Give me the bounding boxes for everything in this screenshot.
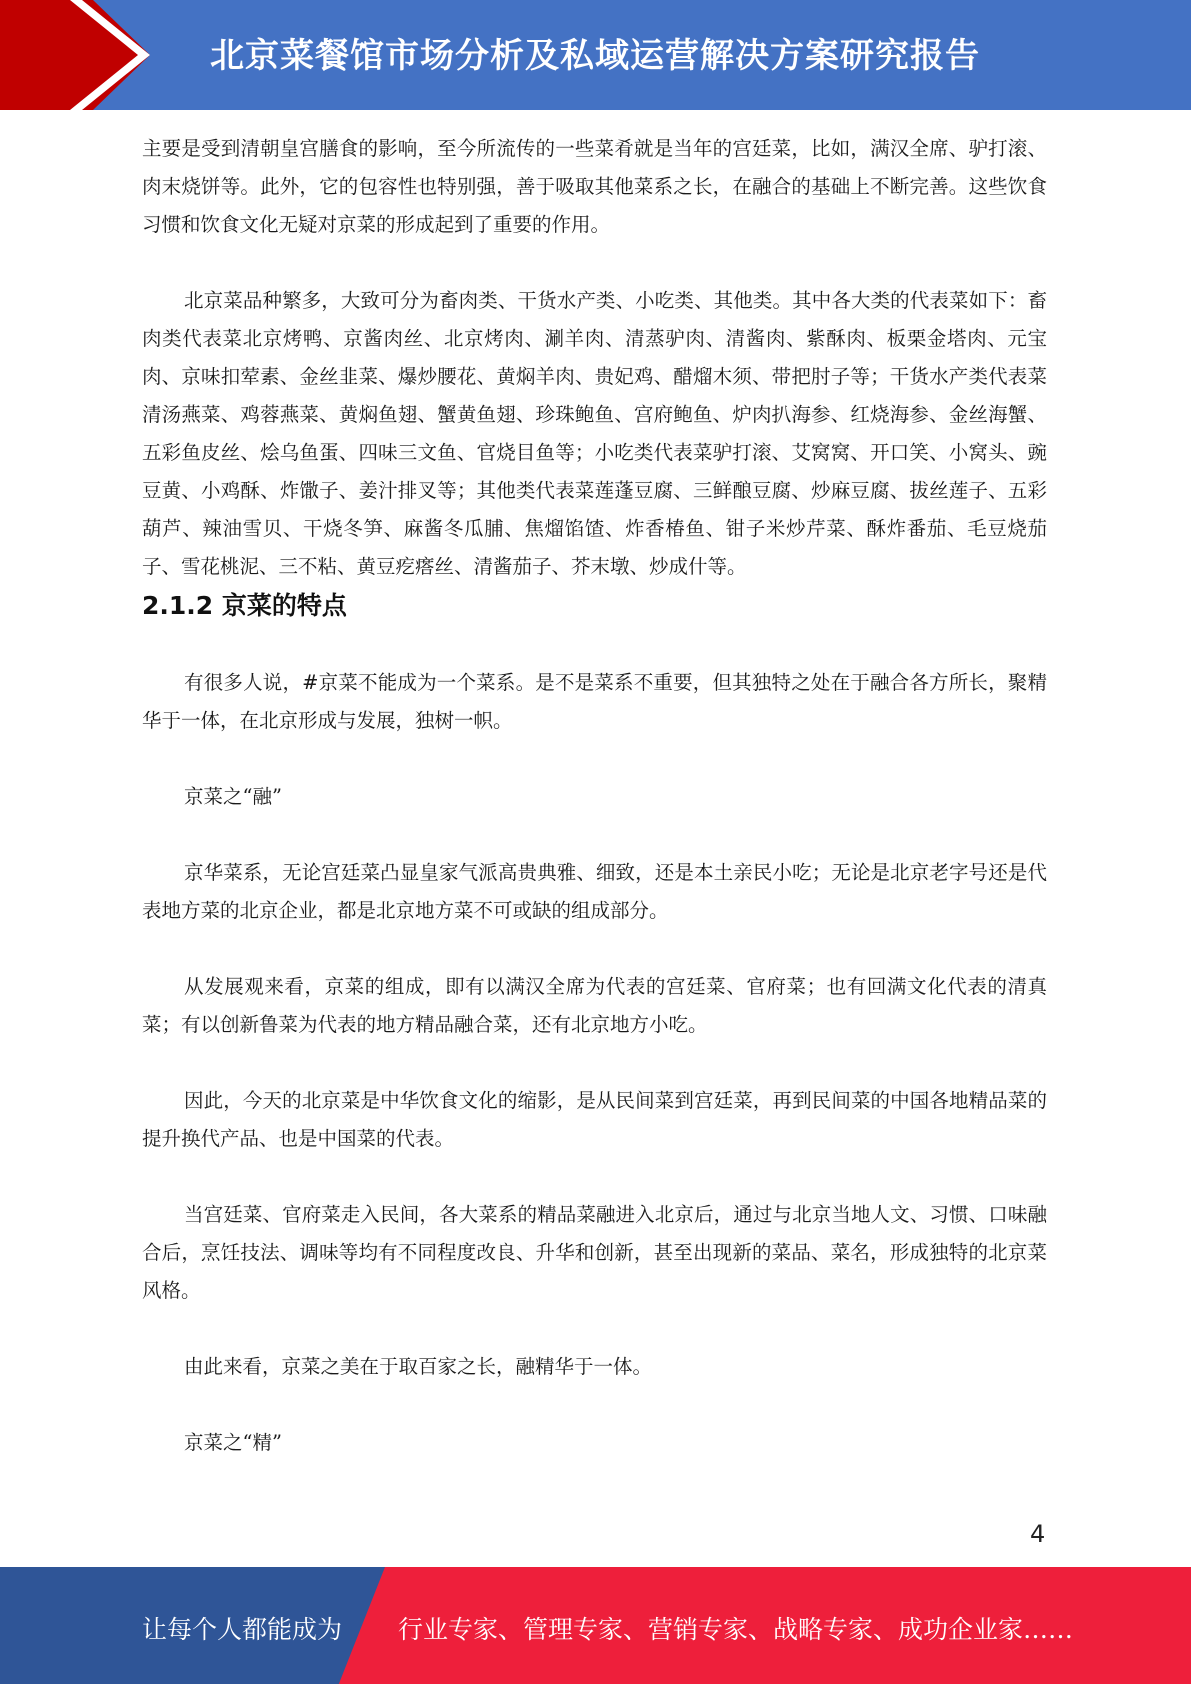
section-heading: 2.1.2 京菜的特点 xyxy=(142,591,347,620)
paragraph-dish-categories: 北京菜品种繁多，大致可分为畜肉类、干货水产类、小吃类、其他类。其中各大类的代表菜如下：畜肉类代表菜北京烤鸭、京酱肉丝、北京烤肉、涮羊肉、清蒸驴肉、清酱肉、紫酥肉、板栗金塔肉、元宝肉、京味扣荤素、金丝韭菜、爆炒腰花、黄焖羊肉、贵妃鸡、醋熘木须、带把肘子等；干货水产类代表菜清汤燕菜、鸡蓉燕菜、黄焖鱼翅、蟹黄鱼翅、珍珠鲍鱼、宫府鲍鱼、炉肉扒海参、红烧海参、金丝海蟹、五彩鱼皮丝、烩乌鱼蛋、四味三文鱼、官烧目鱼等；小吃类代表菜驴打滚、艾窝窝、开口笑、小窝头、豌豆黄、小鸡酥、炸馓子、姜汁排叉等；其他类代表菜莲蓬豆腐、三鲜酿豆腐、炒麻豆腐、拔丝莲子、五彩葫芦、辣油雪贝、干烧冬笋、麻酱冬瓜脯、焦熘馅馇、炸香椿鱼、钳子米炒芹菜、酥炸番茄、毛豆烧茄子、雪花桃泥、三不粘、黄豆疙瘩丝、清酱茄子、芥末墩、炒成什等。 xyxy=(142,289,1047,578)
subheading-jing: 京菜之“精” xyxy=(184,1431,282,1454)
page-number: 4 xyxy=(1030,1520,1046,1548)
footer-slogan-left: 让每个人都能成为 xyxy=(142,1615,343,1644)
paragraph-into-folk: 当宫廷菜、官府菜走入民间，各大菜系的精品菜融进入北京后，通过与北京当地人文、习惯、口味融合后，烹饪技法、调味等均有不同程度改良、升华和创新，甚至出现新的菜品、菜名，形成独特的北京菜风格。 xyxy=(142,1203,1047,1302)
page-header-banner xyxy=(0,0,1191,110)
paragraph-features-intro: 有很多人说，#京菜不能成为一个菜系。是不是菜系不重要，但其独特之处在于融合各方所长，聚精华于一体，在北京形成与发展，独树一帜。 xyxy=(142,671,1047,732)
subheading-rong: 京菜之“融” xyxy=(184,785,282,808)
page-footer-banner xyxy=(0,1567,1191,1684)
header-red-arrow xyxy=(0,0,150,110)
paragraph-summary: 由此来看，京菜之美在于取百家之长，融精华于一体。 xyxy=(184,1355,653,1378)
paragraph-intro-continuation: 主要是受到清朝皇宫膳食的影响，至今所流传的一些菜肴就是当年的宫廷菜，比如，满汉全席、驴打滚、肉末烧饼等。此外，它的包容性也特别强，善于吸取其他菜系之长，在融合的基础上不断完善。这些饮食习惯和饮食文化无疑对京菜的形成起到了重要的作用。 xyxy=(142,137,1047,236)
page-body xyxy=(142,130,1047,1462)
report-title: 北京菜餐馆市场分析及私域运营解决方案研究报告 xyxy=(210,36,980,76)
paragraph-epitome: 因此，今天的北京菜是中华饮食文化的缩影，是从民间菜到宫廷菜，再到民间菜的中国各地精品菜的提升换代产品、也是中国菜的代表。 xyxy=(142,1089,1047,1150)
paragraph-jinghua-cuisine: 京华菜系，无论宫廷菜凸显皇家气派高贵典雅、细致，还是本土亲民小吃；无论是北京老字号还是代表地方菜的北京企业，都是北京地方菜不可或缺的组成部分。 xyxy=(142,861,1047,922)
paragraph-development-view: 从发展观来看，京菜的组成，即有以满汉全席为代表的宫廷菜、官府菜；也有回满文化代表的清真菜；有以创新鲁菜为代表的地方精品融合菜，还有北京地方小吃。 xyxy=(142,975,1047,1036)
footer-slogan-right: 行业专家、管理专家、营销专家、战略专家、成功企业家…… xyxy=(398,1615,1074,1644)
